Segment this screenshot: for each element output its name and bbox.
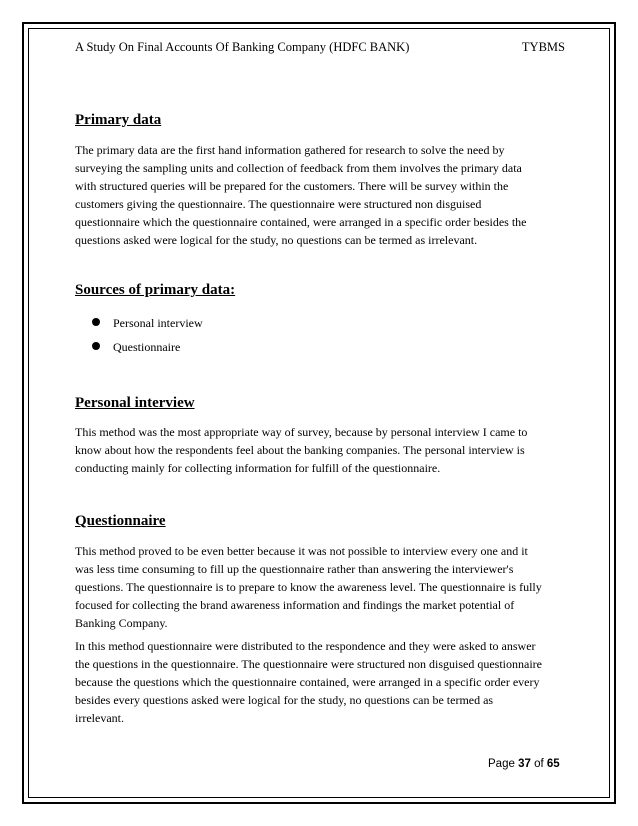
paragraph-personal-interview: [75, 423, 550, 477]
list-item: Questionnaire: [75, 338, 203, 362]
text-line: customers giving the questionnaire. The questionnaire were structured non disguised: [75, 197, 482, 211]
paragraph-questionnaire-2: [75, 637, 550, 727]
of-label: of: [534, 758, 544, 770]
heading-sources: Sources of primary data:: [75, 282, 236, 298]
text-line: The primary data are the first hand information gathered for research to solve the need by: [75, 143, 505, 157]
heading-primary-data: Primary data: [75, 112, 162, 128]
text-line: with structured queries will be prepared for the customers. There will be survey within the: [75, 179, 509, 193]
text-line: In this method questionnaire were distributed to the respondence and they were asked to answer: [75, 639, 536, 653]
text-line: irrelevant.: [75, 711, 124, 725]
text-line: conducting mainly for collecting information for fulfill of the questionnaire.: [75, 461, 441, 475]
text-line: besides every questions asked were logical for the study, no questions can be termed as: [75, 693, 494, 707]
text-line: was less time consuming to fill up the questionnaire rather than answering the interviewer's: [75, 562, 514, 576]
page-label: Page: [488, 758, 515, 770]
header-title: A Study On Final Accounts Of Banking Company (HDFC BANK): [75, 40, 410, 54]
text-line: questions. The questionnaire is to prepare to know the awareness level. The questionnaire is fully: [75, 580, 542, 594]
text-line: questionnaire which the questionnaire contained, were arranged in a specific order besides the: [75, 215, 527, 229]
heading-personal-interview: Personal interview: [75, 395, 195, 411]
paragraph-questionnaire-1: [75, 542, 550, 632]
text-line: questions asked were logical for the study, no questions can be termed as irrelevant.: [75, 233, 478, 247]
sources-list: [75, 314, 203, 362]
text-line: Banking Company.: [75, 616, 168, 630]
header-course: TYBMS: [521, 40, 565, 54]
heading-questionnaire: Questionnaire: [75, 513, 166, 529]
current-page: 37: [518, 758, 531, 770]
text-line: the questions in the questionnaire. The questionnaire were structured non disguised questionnaire: [75, 657, 542, 671]
text-line: This method was the most appropriate way of survey, because by personal interview I came to: [75, 425, 528, 439]
text-line: This method proved to be even better because it was not possible to interview every one and it: [75, 544, 528, 558]
list-item: Personal interview: [75, 314, 203, 338]
text-line: know about how the respondents feel about the banking companies. The personal interview is: [75, 443, 525, 457]
text-line: because the questions which the questionnaire contained, were arranged in a specific order every: [75, 675, 540, 689]
text-line: focused for collecting the brand awareness information and findings the market potential of: [75, 598, 515, 612]
text-line: surveying the sampling units and collection of feedback from them involves the primary data: [75, 161, 522, 175]
paragraph-primary-data: [75, 141, 550, 249]
running-header: [75, 40, 565, 55]
total-pages: 65: [546, 758, 560, 770]
page-number: [488, 758, 560, 770]
